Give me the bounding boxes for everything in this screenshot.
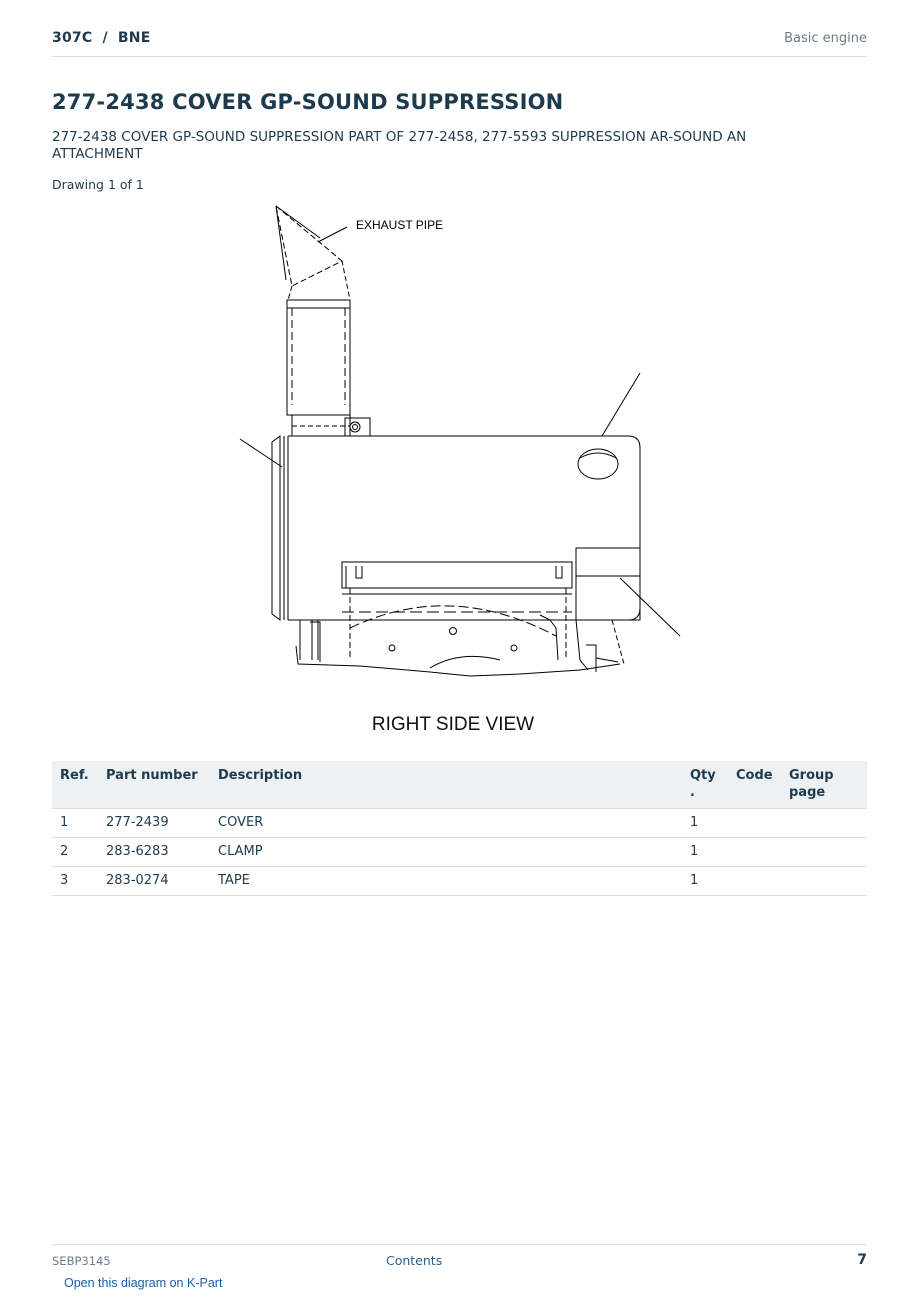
col-ref: Ref. <box>52 761 98 809</box>
exhaust-pipe-outlet <box>276 206 342 286</box>
row-description: TAPE <box>210 867 682 896</box>
row-group-page <box>781 838 867 867</box>
model-code: 307C / BNE <box>52 30 151 46</box>
row-description: COVER <box>210 809 682 838</box>
col-group-page: Group page <box>781 761 867 809</box>
row-ref: 1 <box>52 809 98 838</box>
page-number: 7 <box>857 1252 867 1268</box>
exhaust-pipe <box>287 300 350 415</box>
row-part-number: 283-0274 <box>98 867 210 896</box>
contents-link[interactable]: Contents <box>386 1253 443 1268</box>
row-part-number: 277-2439 <box>98 809 210 838</box>
row-description: CLAMP <box>210 838 682 867</box>
table-header-row <box>52 761 867 809</box>
row-group-page <box>781 867 867 896</box>
col-part-number: Part number <box>98 761 210 809</box>
table-row <box>52 809 867 838</box>
row-group-page <box>781 809 867 838</box>
row-ref: 2 <box>52 838 98 867</box>
row-code <box>728 809 781 838</box>
row-qty: 1 <box>682 838 728 867</box>
page-header <box>52 28 867 57</box>
table-row <box>52 838 867 867</box>
col-code: Code <box>728 761 781 809</box>
page-footer <box>52 1244 867 1275</box>
row-qty: 1 <box>682 867 728 896</box>
section-name: Basic engine <box>784 31 867 46</box>
parts-table <box>52 761 867 896</box>
col-description: Description <box>210 761 682 809</box>
row-qty: 1 <box>682 809 728 838</box>
col-qty: Qty . <box>682 761 728 809</box>
row-part-number: 283-6283 <box>98 838 210 867</box>
parts-diagram <box>230 196 700 686</box>
sound-suppression-cover <box>288 436 640 620</box>
exhaust-pipe-label: EXHAUST PIPE <box>356 218 444 232</box>
tape-block <box>576 548 640 620</box>
document-id: SEBP3145 <box>52 1254 111 1268</box>
drawing-count: Drawing 1 of 1 <box>52 177 144 192</box>
row-code <box>728 867 781 896</box>
page-title: 277-2438 COVER GP-SOUND SUPPRESSION <box>52 90 564 114</box>
row-ref: 3 <box>52 867 98 896</box>
open-kpart-link[interactable]: Open this diagram on K-Part <box>64 1276 223 1290</box>
view-caption: RIGHT SIDE VIEW <box>371 714 535 735</box>
row-code <box>728 838 781 867</box>
table-row <box>52 867 867 896</box>
page-subtitle: 277-2438 COVER GP-SOUND SUPPRESSION PART OF 277-2458, 277-5593 SUPPRESSION AR-SOUND AN ATTACHMENT <box>52 129 747 162</box>
